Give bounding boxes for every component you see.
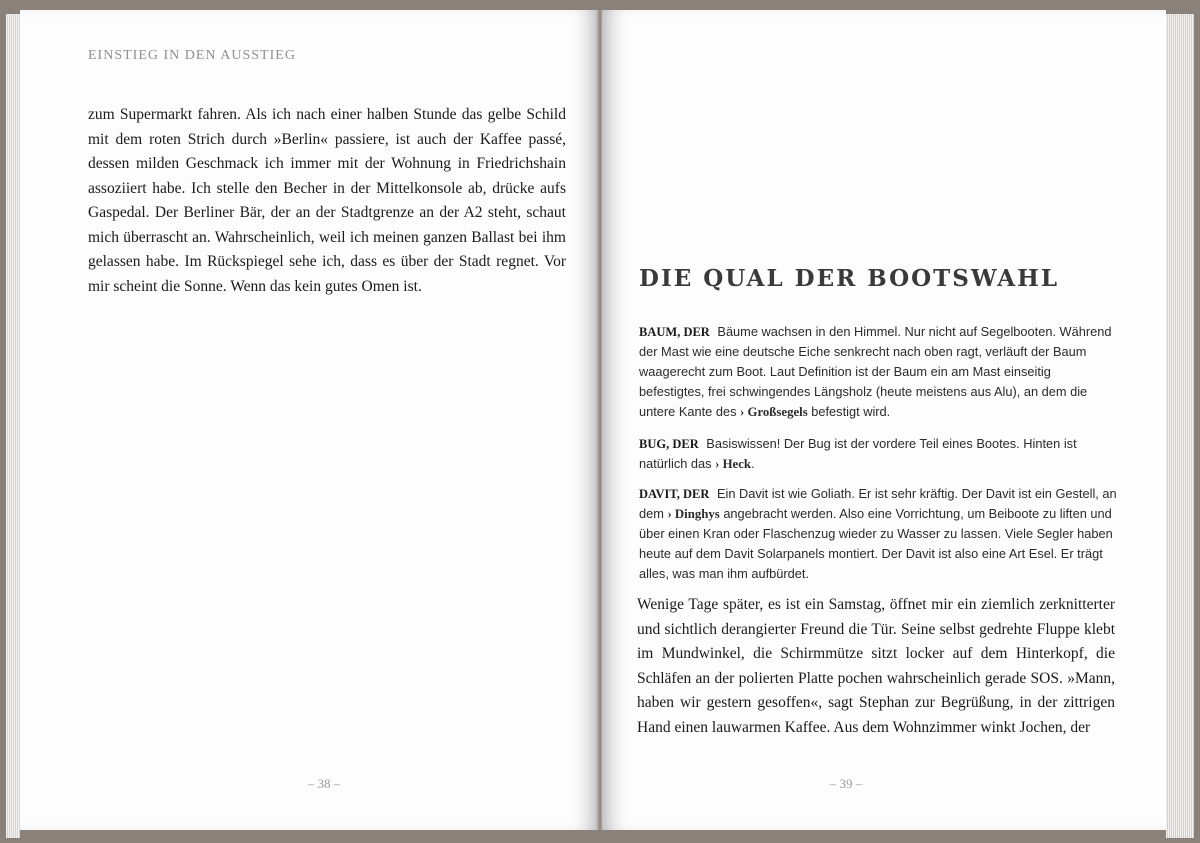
right-body-text: Wenige Tage später, es ist ein Samstag, öffnet mir ein ziemlich zerknitterter und sichtlich derangierter Freund die Tür. Seine selbst gedrehte Fluppe klebt im Mundwinkel, die Schirmmütze sitzt locker auf dem Hinterkopf, die Schläfen an der polierten Platte pochen wahrscheinlich gerade SOS. »Mann, haben wir gestern gesoffen«, sagt Stephan zur Begrüßung, in der zittrigen Hand einen lauwarmen Kaffee. Aus dem Wohnzimmer winkt Jochen, der — [637, 596, 1115, 736]
glossary-reference: › Heck — [715, 457, 752, 471]
page-number-right: – 39 – — [829, 776, 863, 791]
glossary-text: Basiswissen! Der Bug ist der vordere Teil eines Bootes. Hinten ist natürlich das — [639, 436, 1077, 471]
glossary-text: Bäume wachsen in den Himmel. Nur nicht auf Segelbooten. Während der Mast wie eine deutsche Eiche senkrecht nach oben ragt, verläuft der Baum waagerecht zum Boot. Laut Definition ist der Baum ein am Mast einseitig befestigtes, frei schwingendes Längsholz (heute meistens aus Alu), an dem die untere Kante des — [639, 324, 1112, 419]
glossary-entry-baum — [639, 322, 1119, 422]
chapter-title: DIE QUAL DER BOOTSWAHL — [639, 265, 1060, 292]
page-edges-left — [6, 14, 20, 838]
glossary-entry-bug — [639, 434, 1119, 474]
glossary-term: BUG, DER — [639, 437, 699, 451]
page-edges-right — [1166, 14, 1194, 838]
glossary-text: angebracht werden. Also eine Vorrichtung, um Beiboote zu liften und über einen Kran oder Flaschenzug wieder zu Wasser zu lassen. Viele Segler haben heute auf dem Davit Solarpanels montiert. Der Davit ist also eine Art Esel. Er trägt alles, was man ihm aufbürdet. — [639, 506, 1113, 581]
running-head: EINSTIEG IN DEN AUSSTIEG — [88, 48, 296, 63]
glossary-text: . — [751, 456, 755, 471]
glossary-reference: › Dinghys — [667, 507, 720, 521]
left-body-text: zum Supermarkt fahren. Als ich nach einer halben Stunde das gelbe Schild mit dem roten Strich durch »Berlin« passiere, ist auch der Kaffee passé, dessen milden Geschmack ich immer mit der Wohnung in Friedrichshain assoziiert habe. Ich stelle den Becher in der Mittelkonsole ab, drücke aufs Gaspedal. Der Berliner Bär, der an der Stadtgrenze an der A2 steht, schaut mich überrascht an. Wahrscheinlich, weil ich meinen ganzen Ballast bei ihm gelassen habe. Im Rückspiegel sehe ich, dass es über der Stadt regnet. Vor mir scheint die Sonne. Wenn das kein gutes Omen ist. — [88, 106, 566, 295]
glossary-reference: › Großsegels — [740, 405, 808, 419]
page-number-left: – 38 – — [307, 776, 341, 791]
glossary-entry-davit — [639, 484, 1119, 584]
glossary-term: BAUM, DER — [639, 325, 710, 339]
right-page — [602, 10, 1166, 830]
left-page — [20, 10, 598, 830]
glossary-text: befestigt wird. — [811, 404, 891, 419]
glossary-text: Ein Davit ist wie Goliath. Er ist sehr kräftig. Der Davit ist ein Gestell, an dem — [639, 486, 1117, 521]
glossary-term: DAVIT, DER — [639, 487, 710, 501]
